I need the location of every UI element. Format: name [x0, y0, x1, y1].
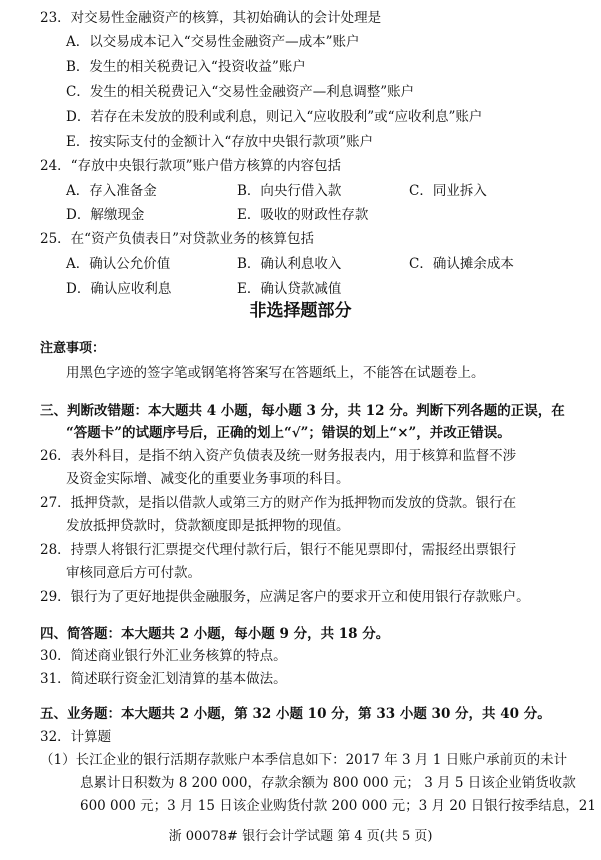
q32-sub1-line1: （1）长江企业的银行活期存款账户本季信息如下：2017 年 3 月 1 日账户承前页的未计: [40, 752, 568, 768]
q32-sub1-line2: 息累计日积数为 8 200 000，存款余额为 800 000 元； 3 月 5 日该企业销货收款: [80, 775, 576, 791]
q24-option-c: C．同业拆入: [409, 183, 487, 199]
q32-sub1-line3: 600 000 元；3 月 15 日该企业购货付款 200 000 元；3 月 20 日银行按季结息，21: [80, 798, 596, 814]
q23-option-d: D．若存在未发放的股利或利息，则记入“应收股利”或“应收利息”账户: [66, 109, 483, 125]
question-24-stem: 24．“存放中央银行款项”账户借方核算的内容包括: [40, 158, 341, 174]
question-30: 30．简述商业银行外汇业务核算的特点。: [40, 648, 287, 664]
section-title: 非选择题部分: [249, 301, 352, 321]
question-28-line1: 28．持票人将银行汇票提交代理付款行后，银行不能见票即付，需报经出票银行: [40, 542, 517, 558]
question-27-line1: 27．抵押贷款，是指以借款人或第三方的财产作为抵押物而发放的贷款。银行在: [40, 495, 517, 511]
q25-option-a: A．确认公允价值: [66, 256, 171, 272]
question-31: 31．简述联行资金汇划清算的基本做法。: [40, 671, 287, 687]
question-25-stem: 25．在“资产负债表日”对贷款业务的核算包括: [40, 231, 314, 247]
question-26-line1: 26．表外科目，是指不纳入资产负债表及统一财务报表内，用于核算和监督不涉: [40, 448, 517, 464]
question-32: 32．计算题: [40, 729, 112, 745]
question-28-line2: 审核同意后方可付款。: [66, 565, 201, 581]
q25-option-d: D．确认应收利息: [66, 281, 172, 297]
question-27-line2: 发放抵押贷款时，贷款额度即是抵押物的现值。: [66, 518, 350, 534]
part3-heading-cont: “答题卡”的试题序号后，正确的划上“√”；错误的划上“×”，并改正错误。: [66, 425, 511, 441]
q23-option-a: A．以交易成本记入“交易性金融资产—成本”账户: [66, 34, 360, 50]
q25-option-c: C．确认摊余成本: [409, 256, 514, 272]
page-footer: 浙 00078# 银行会计学试题 第 4 页(共 5 页): [168, 829, 433, 844]
q23-option-e: E．按实际支付的金额计入“存放中央银行款项”账户: [66, 134, 374, 150]
q24-option-d: D．解缴现金: [66, 207, 145, 223]
part5-heading: 五、业务题：本大题共 2 小题，第 32 小题 10 分，第 33 小题 30 分，共 40 分。: [40, 706, 551, 722]
q24-option-b: B．向央行借入款: [237, 183, 342, 199]
q24-option-e: E．吸收的财政性存款: [237, 207, 369, 223]
question-29: 29．银行为了更好地提供金融服务，应满足客户的要求开立和使用银行存款账户。: [40, 589, 530, 605]
part4-heading: 四、简答题：本大题共 2 小题，每小题 9 分，共 18 分。: [40, 626, 390, 642]
question-26-line2: 及资金实际增、减变化的重要业务事项的科目。: [66, 471, 350, 487]
q24-option-a: A．存入准备金: [66, 183, 157, 199]
question-23-stem: 23．对交易性金融资产的核算，其初始确认的会计处理是: [40, 10, 382, 26]
q23-option-b: B．发生的相关税费记入“投资收益”账户: [66, 59, 306, 75]
q25-option-b: B．确认利息收入: [237, 256, 342, 272]
q23-option-c: C．发生的相关税费记入“交易性金融资产—利息调整”账户: [66, 84, 415, 100]
notice-label: 注意事项：: [40, 341, 106, 356]
q25-option-e: E．确认贷款减值: [237, 281, 342, 297]
notice-text: 用黑色字迹的签字笔或钢笔将答案写在答题纸上，不能答在试题卷上。: [66, 365, 485, 381]
part3-heading: 三、判断改错题：本大题共 4 小题，每小题 3 分，共 12 分。判断下列各题的正误，在: [40, 403, 565, 419]
